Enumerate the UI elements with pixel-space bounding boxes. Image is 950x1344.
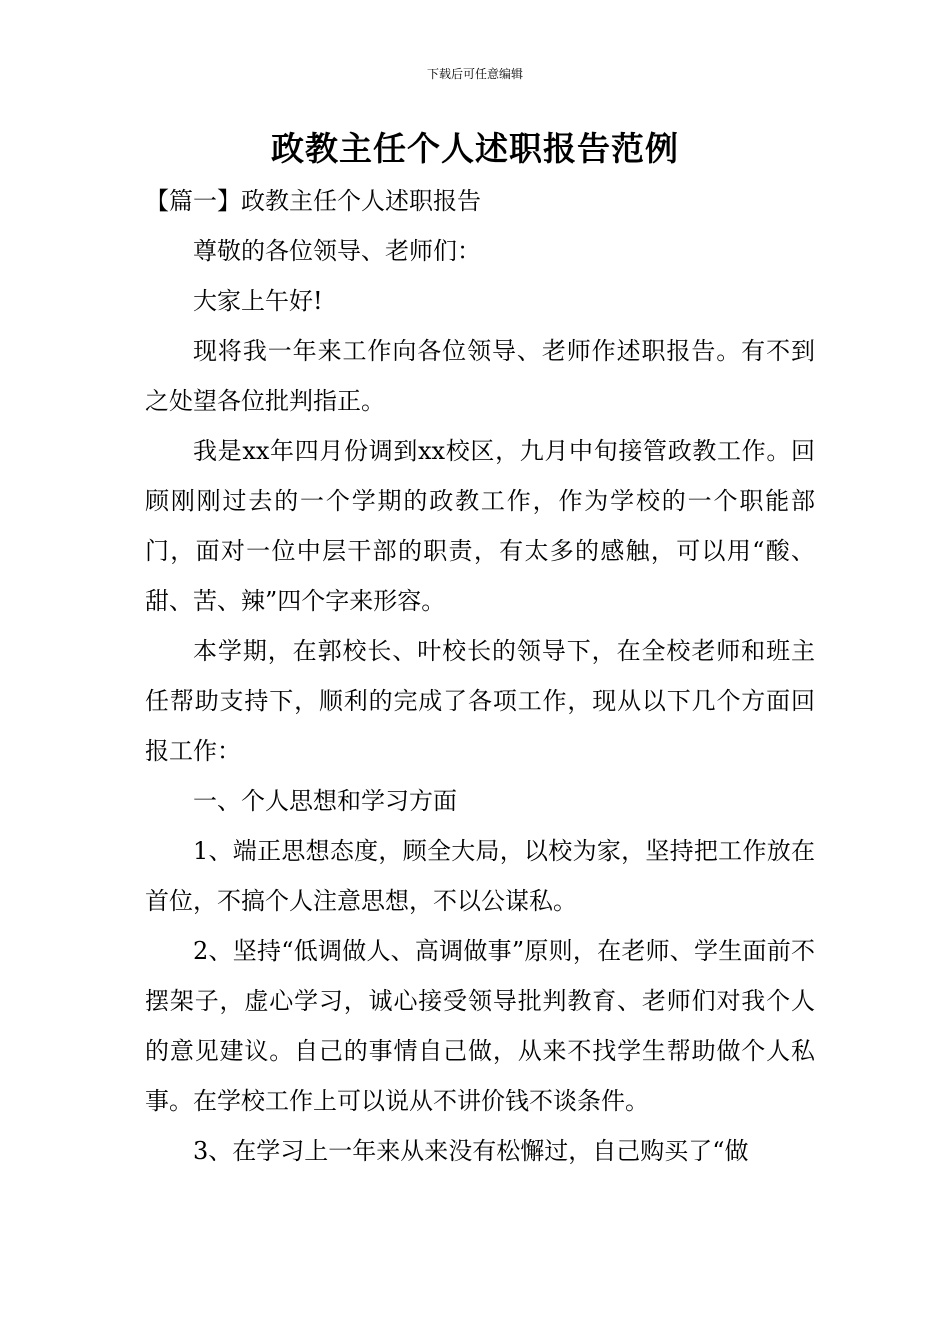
paragraph-background: 我是xx年四月份调到xx校区，九月中旬接管政教工作。回顾刚刚过去的一个学期的政教工作，作为学校的一个职能部门，面对一位中层干部的职责，有太多的感触，可以用“酸、甜、苦、辣”四个字来形容。 [145,437,815,615]
paragraph-greeting: 大家上午好! [193,287,323,315]
paragraph-item-3: 3、在学习上一年来从来没有松懈过，自己购买了“做 [193,1137,749,1165]
section-heading: 【篇一】政教主任个人述职报告 [145,187,481,215]
document-body [145,176,815,1176]
paragraph-salutation: 尊敬的各位领导、老师们： [193,237,481,265]
header-note: 下载后可任意编辑 [426,67,523,81]
subheading-thought-study: 一、个人思想和学习方面 [193,787,457,815]
document-title: 政教主任个人述职报告范例 [271,129,679,168]
paragraph-overview: 本学期，在郭校长、叶校长的领导下，在全校老师和班主任帮助支持下，顺利的完成了各项工作，现从以下几个方面回报工作： [145,637,815,765]
paragraph-intro: 现将我一年来工作向各位领导、老师作述职报告。有不到之处望各位批判指正。 [145,337,815,415]
paragraph-item-1: 1、端正思想态度，顾全大局，以校为家，坚持把工作放在首位，不搞个人注意思想，不以公谋私。 [145,837,815,915]
paragraph-item-2: 2、坚持“低调做人、高调做事”原则，在老师、学生面前不摆架子，虚心学习，诚心接受领导批判教育、老师们对我个人的意见建议。自己的事情自己做，从来不找学生帮助做个人私事。在学校工作上可以说从不讲价钱不谈条件。 [145,937,815,1115]
